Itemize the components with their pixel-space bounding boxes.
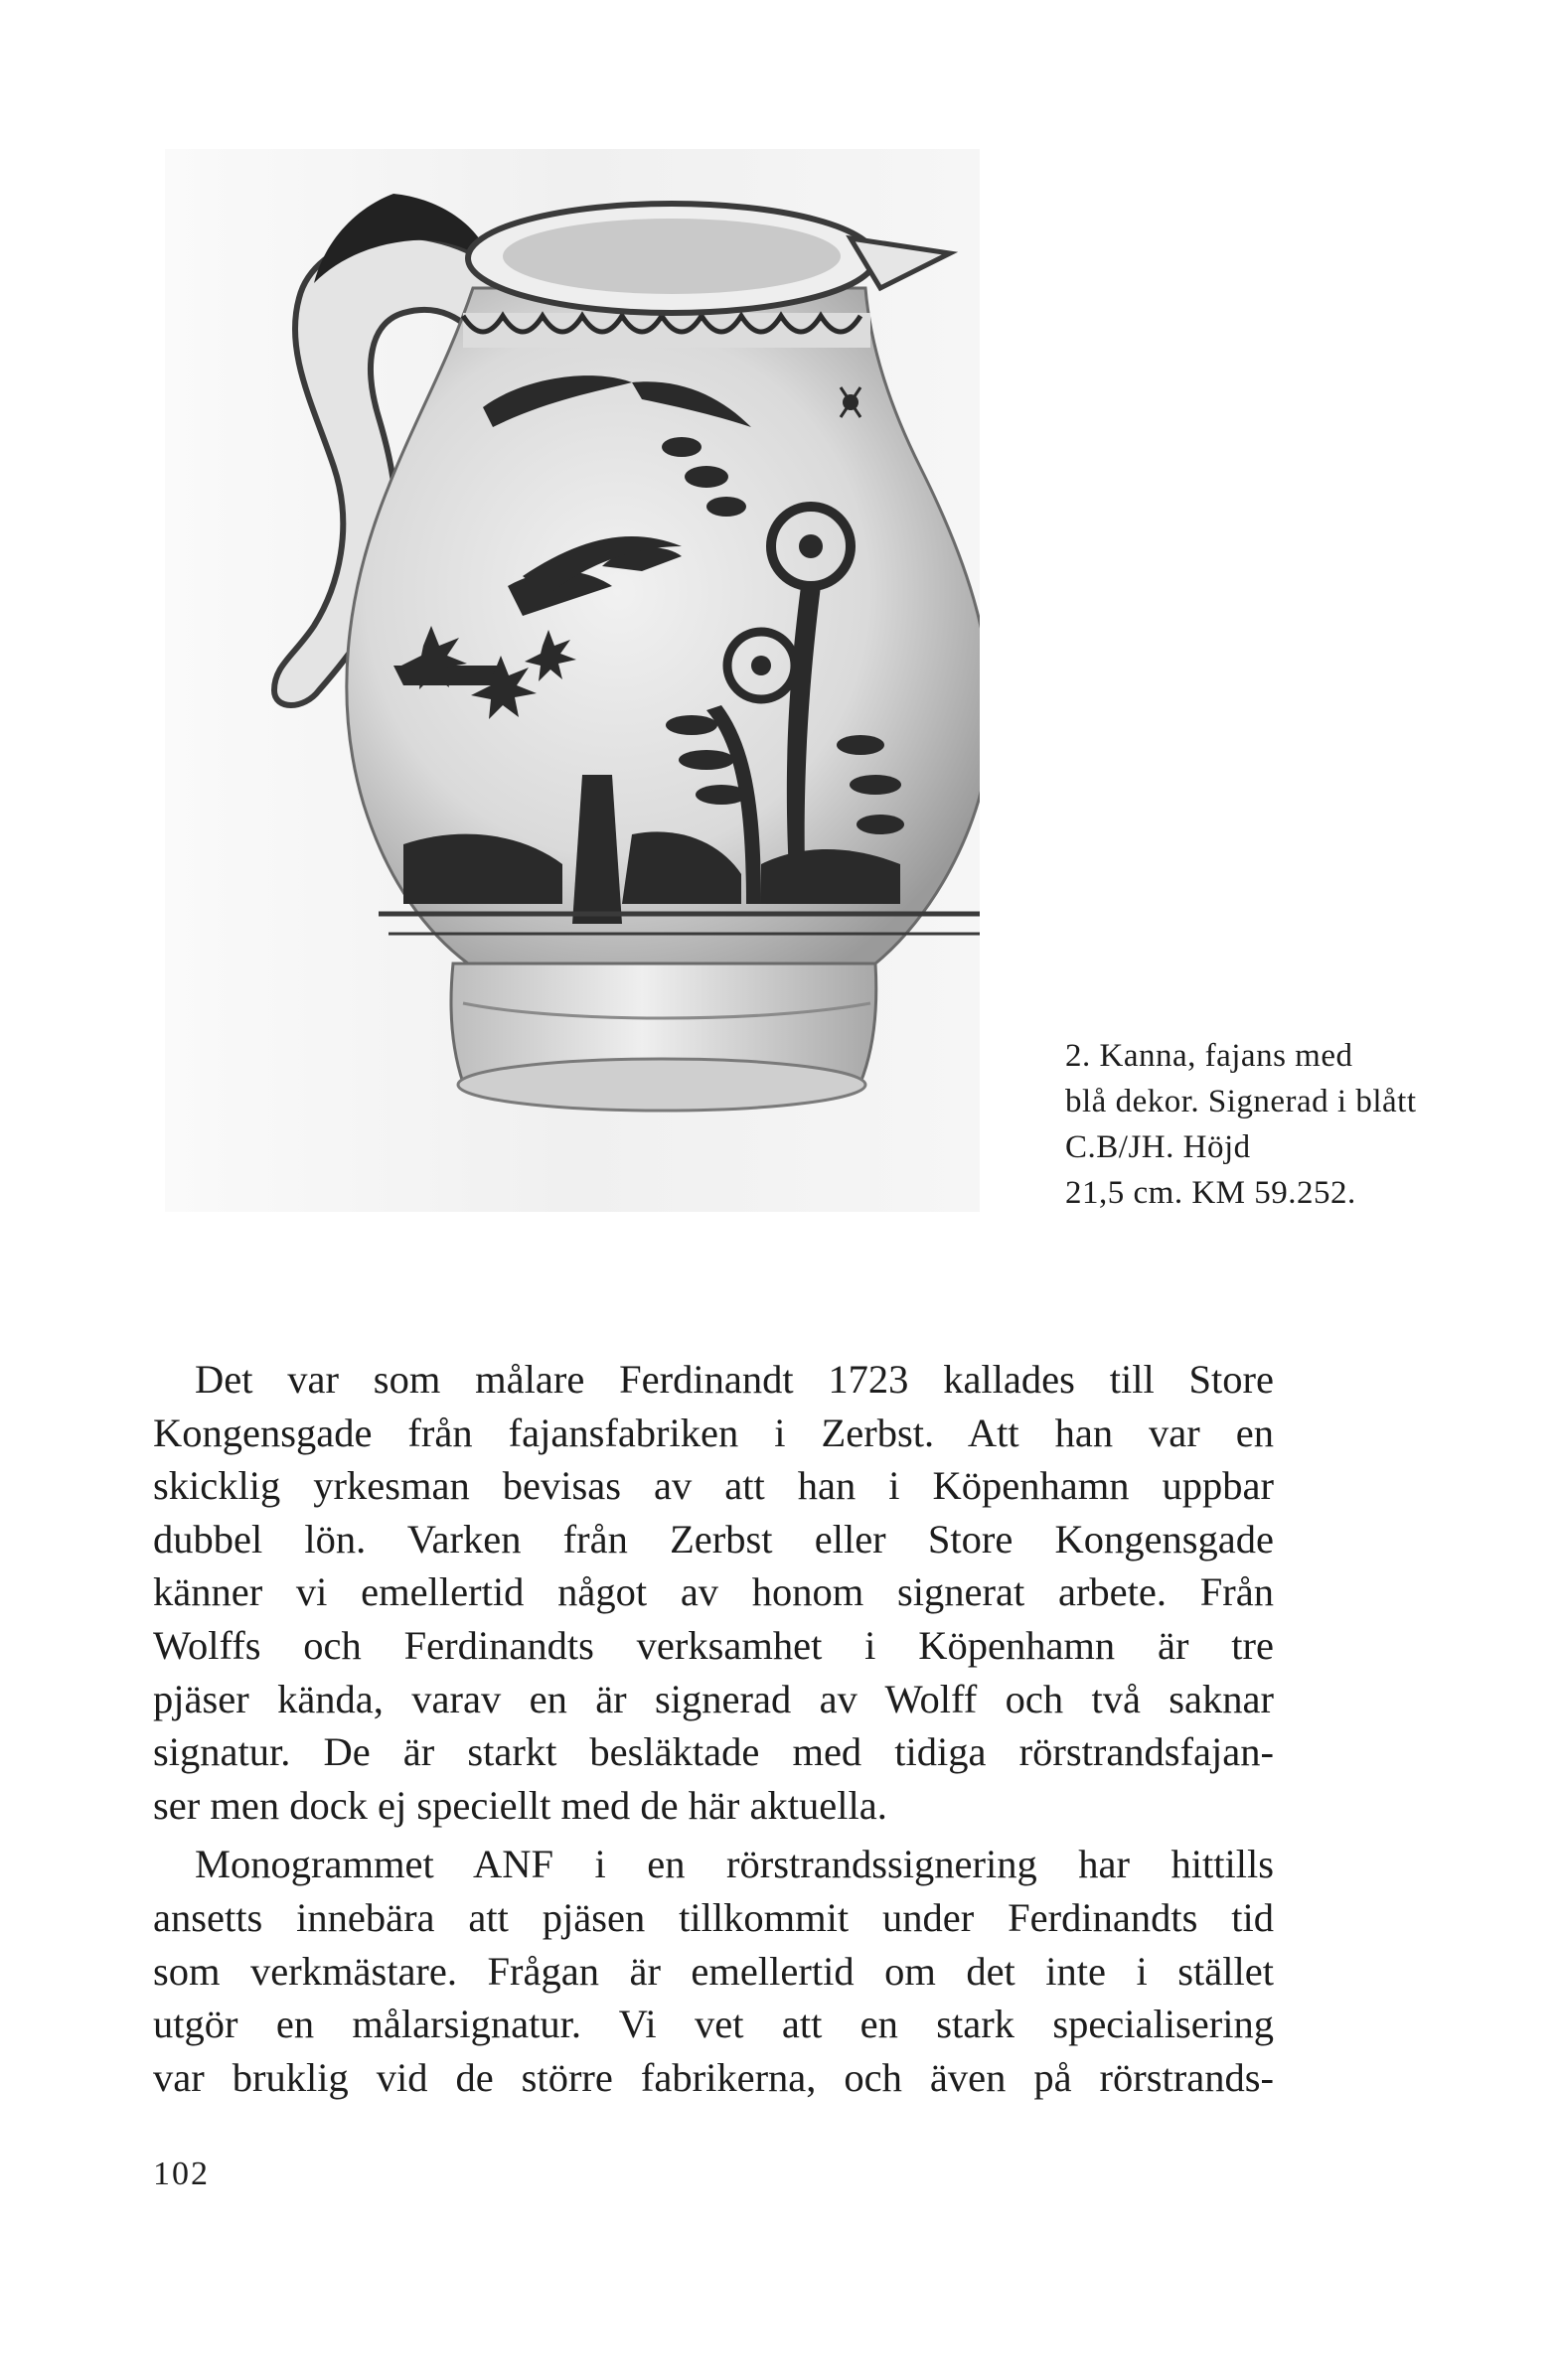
text-line: var bruklig vid de större fabrikerna, och även på rörstrands- — [153, 2054, 1274, 2100]
text-line: skicklig yrkesman bevisas av att han i Köpenhamn uppbar — [153, 1463, 1274, 1509]
paragraph — [153, 1353, 1274, 1832]
text-line: dubbel lön. Varken från Zerbst eller Store Kongensgade — [153, 1516, 1274, 1562]
caption-line: 21,5 cm. KM 59.252. — [1065, 1175, 1356, 1211]
caption-line: 2. Kanna, fajans med — [1065, 1038, 1353, 1074]
page-number: 102 — [153, 2156, 210, 2192]
caption-line: blå dekor. Signerad i blått — [1065, 1084, 1417, 1119]
text-line: Det var som målare Ferdinandt 1723 kallades till Store — [195, 1357, 1274, 1402]
text-line: utgör en målarsignatur. Vi vet att en stark specialisering — [153, 2002, 1274, 2047]
text-line: signatur. De är starkt besläktade med tidiga rörstrandsfajan- — [153, 1729, 1274, 1775]
text-line: som verkmästare. Frågan är emellertid om det inte i stället — [153, 1948, 1274, 1994]
text-line: ansetts innebära att pjäsen tillkommit under Ferdinandts tid — [153, 1894, 1274, 1940]
text-line: pjäser kända, varav en är signerad av Wolff och två saknar — [153, 1676, 1274, 1721]
figure-caption — [1065, 1033, 1502, 1216]
caption-line: C.B/JH. Höjd — [1065, 1129, 1251, 1165]
faience-jug-image — [165, 149, 980, 1212]
text-line: Monogrammet ANF i en rörstrandssignering har hittills — [195, 1842, 1274, 1887]
text-line: Wolffs och Ferdinandts verksamhet i Köpenhamn är tre — [153, 1622, 1274, 1668]
text-line: ser men dock ej speciellt med de här aktuella. — [153, 1782, 887, 1828]
text-line: Kongensgade från fajansfabriken i Zerbst. Att han var en — [153, 1410, 1274, 1455]
paragraph — [153, 1838, 1274, 2104]
body-text — [153, 1353, 1274, 2104]
jug-photograph — [165, 149, 980, 1212]
text-line: känner vi emellertid något av honom signerat arbete. Från — [153, 1569, 1274, 1615]
